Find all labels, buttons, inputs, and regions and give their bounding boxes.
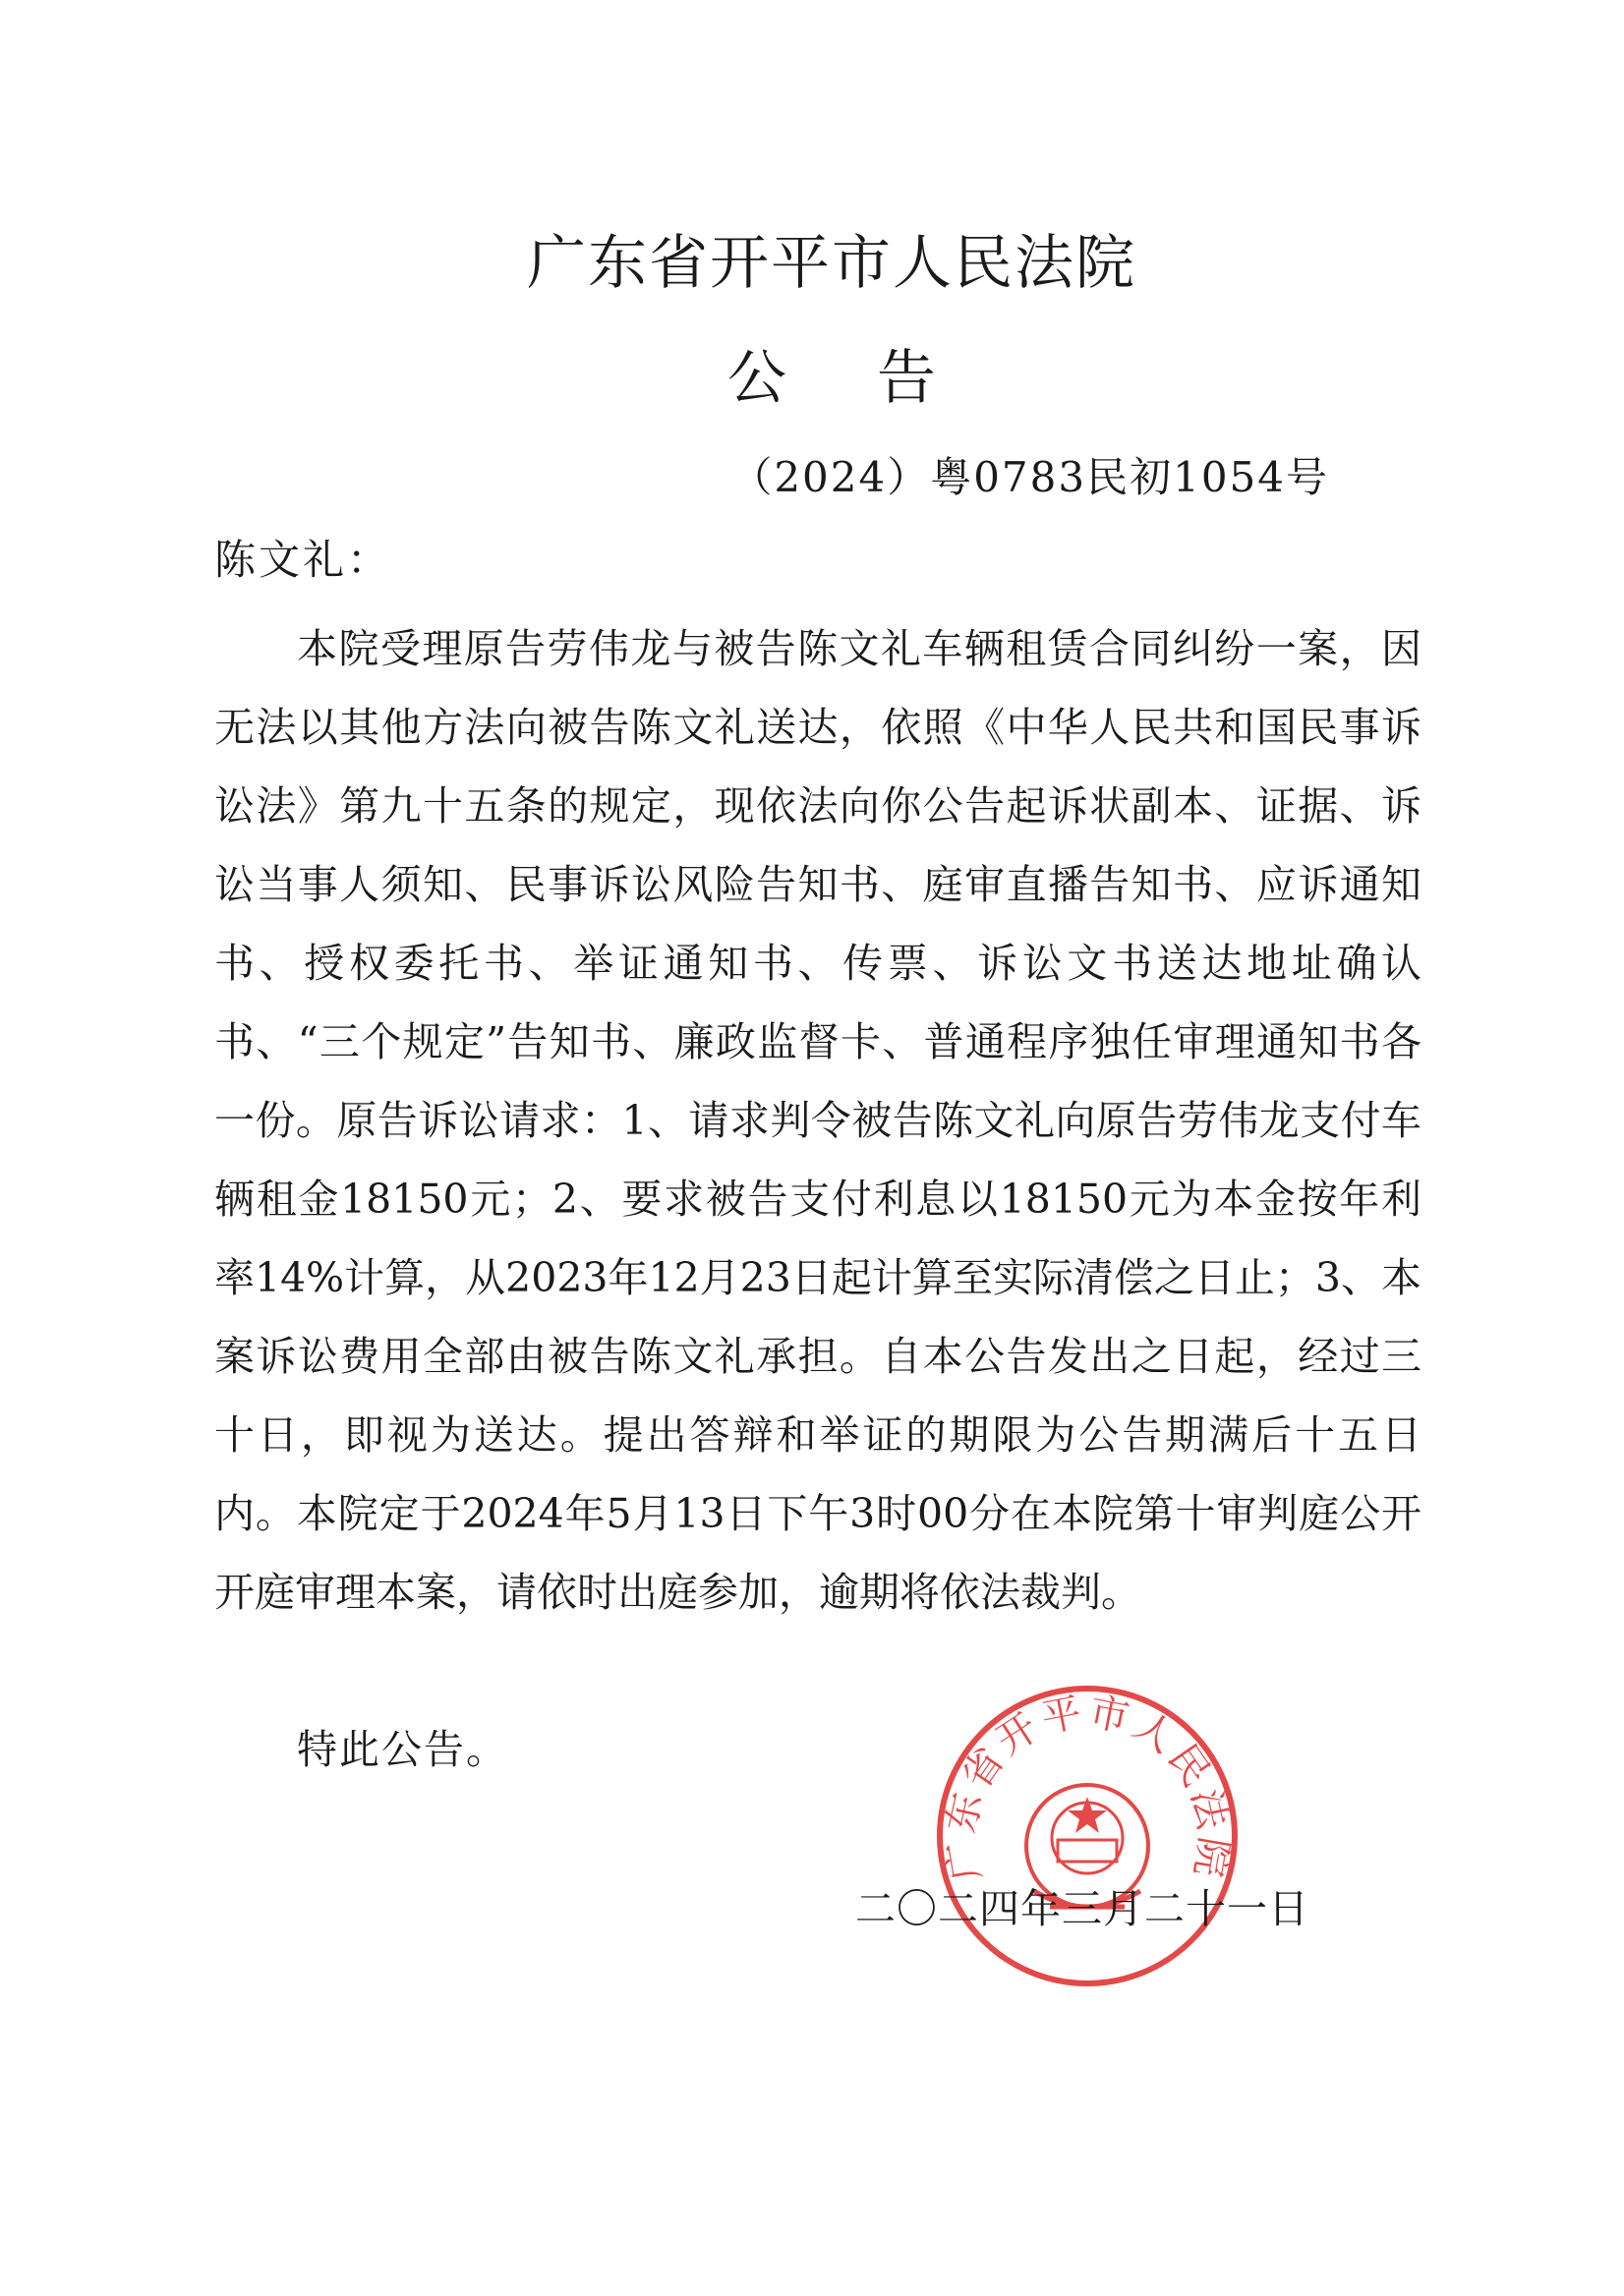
court-name: 广东省开平市人民法院 [527, 229, 1136, 298]
closing-line: 特此公告。 [297, 1726, 508, 1773]
notice-body: 本院受理原告劳伟龙与被告陈文礼车辆租赁合同纠纷一案，因无法以其他方法向被告陈文礼送达，依照《中华人民共和国民事诉讼法》第九十五条的规定，现依法向你公告起诉状副本、证据、诉讼当事人须知、民事诉讼风险告知书、庭审直播告知书、应诉通知书、授权委托书、举证通知书、传票、诉讼文书送达地址确认书、“三个规定”告知书、廉政监督卡、普通程序独任审理通知书各一份。原告诉讼请求：1、请求判令被告陈文礼向原告劳伟龙支付车辆租金18150元；2、要求被告支付利息以18150元为本金按年利率14%计算，从2023年12月23日起计算至实际清偿之日止；3、本案诉讼费用全部由被告陈文礼承担。自本公告发出之日起，经过三十日，即视为送达。提出答辩和举证的期限为公告期满后十五日内。本院定于2024年5月13日下午3时00分在本院第十审判庭公开开庭审理本案，请依时出庭参加，逾期将依法裁判。 [214, 625, 1421, 1616]
document-title: 公告 [727, 344, 1026, 413]
seal-text: 广东省开平市人民法院 [938, 1689, 1237, 1884]
court-seal [932, 1681, 1243, 1991]
case-number: （2024）粤0783民初1054号 [730, 453, 1329, 501]
addressee: 陈文礼： [214, 536, 392, 584]
date-line: 二〇二四年三月二十一日 [855, 1885, 1309, 1932]
